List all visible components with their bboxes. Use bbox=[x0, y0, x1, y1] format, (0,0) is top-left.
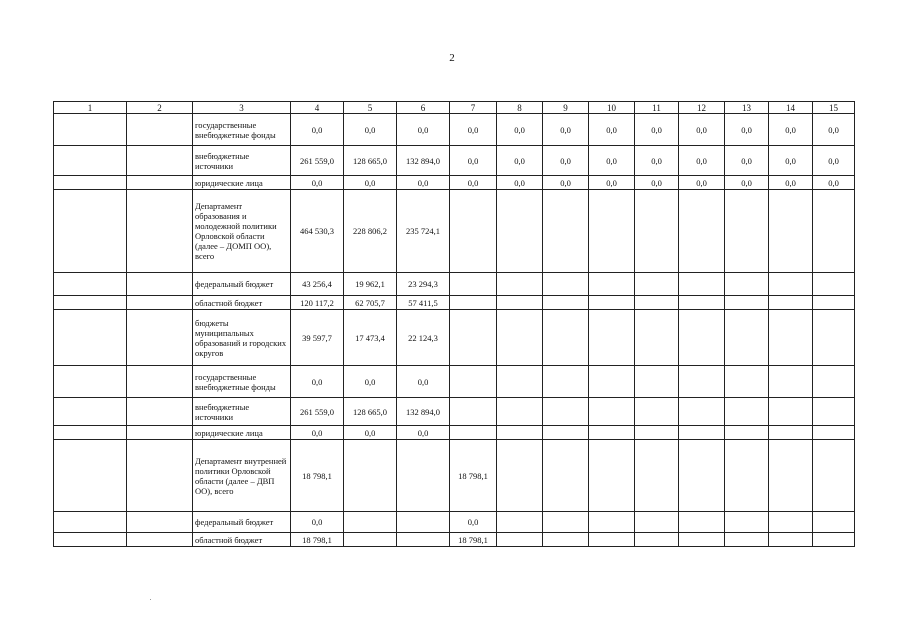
value-cell-col9 bbox=[543, 296, 589, 310]
value-cell-col12 bbox=[679, 296, 725, 310]
value-cell-col14 bbox=[769, 426, 813, 440]
value-cell-col8 bbox=[497, 398, 543, 426]
value-cell-col14 bbox=[769, 366, 813, 398]
value-cell-col15: 0,0 bbox=[813, 176, 855, 190]
value-cell-col6: 0,0 bbox=[397, 114, 450, 146]
value-cell-col13: 0,0 bbox=[725, 146, 769, 176]
empty-cell-col2 bbox=[127, 190, 193, 273]
value-cell-col10 bbox=[589, 366, 635, 398]
value-cell-col7: 0,0 bbox=[450, 114, 497, 146]
table-row bbox=[54, 114, 855, 146]
value-cell-col5: 0,0 bbox=[344, 366, 397, 398]
value-cell-col14 bbox=[769, 273, 813, 296]
value-cell-col4: 261 559,0 bbox=[291, 146, 344, 176]
value-cell-col11: 0,0 bbox=[635, 176, 679, 190]
value-cell-col13 bbox=[725, 512, 769, 533]
value-cell-col7 bbox=[450, 398, 497, 426]
column-header-2: 2 bbox=[127, 102, 193, 114]
column-header-8: 8 bbox=[497, 102, 543, 114]
empty-cell-col2 bbox=[127, 366, 193, 398]
table-body bbox=[54, 102, 855, 547]
empty-cell-col1 bbox=[54, 296, 127, 310]
value-cell-col15 bbox=[813, 190, 855, 273]
value-cell-col5: 128 665,0 bbox=[344, 146, 397, 176]
value-cell-col6: 0,0 bbox=[397, 176, 450, 190]
value-cell-col8 bbox=[497, 533, 543, 547]
row-label: бюджеты муниципальных образований и городских округов bbox=[193, 310, 291, 366]
value-cell-col9 bbox=[543, 533, 589, 547]
value-cell-col5: 0,0 bbox=[344, 176, 397, 190]
value-cell-col8 bbox=[497, 366, 543, 398]
value-cell-col9 bbox=[543, 190, 589, 273]
column-header-15: 15 bbox=[813, 102, 855, 114]
column-header-7: 7 bbox=[450, 102, 497, 114]
empty-cell-col2 bbox=[127, 533, 193, 547]
value-cell-col6: 132 894,0 bbox=[397, 146, 450, 176]
table-row bbox=[54, 176, 855, 190]
empty-cell-col2 bbox=[127, 426, 193, 440]
value-cell-col13 bbox=[725, 398, 769, 426]
column-header-10: 10 bbox=[589, 102, 635, 114]
value-cell-col14: 0,0 bbox=[769, 114, 813, 146]
empty-cell-col1 bbox=[54, 114, 127, 146]
table-row bbox=[54, 440, 855, 512]
empty-cell-col2 bbox=[127, 398, 193, 426]
row-label: федеральный бюджет bbox=[193, 273, 291, 296]
value-cell-col7: 0,0 bbox=[450, 176, 497, 190]
value-cell-col13 bbox=[725, 310, 769, 366]
value-cell-col12 bbox=[679, 533, 725, 547]
value-cell-col15 bbox=[813, 533, 855, 547]
table-header-row bbox=[54, 102, 855, 114]
value-cell-col11 bbox=[635, 366, 679, 398]
row-label: юридические лица bbox=[193, 176, 291, 190]
value-cell-col6: 0,0 bbox=[397, 366, 450, 398]
column-header-13: 13 bbox=[725, 102, 769, 114]
column-header-9: 9 bbox=[543, 102, 589, 114]
value-cell-col9 bbox=[543, 512, 589, 533]
empty-cell-col2 bbox=[127, 296, 193, 310]
value-cell-col4: 39 597,7 bbox=[291, 310, 344, 366]
value-cell-col13 bbox=[725, 366, 769, 398]
value-cell-col5 bbox=[344, 512, 397, 533]
value-cell-col5: 0,0 bbox=[344, 426, 397, 440]
value-cell-col12 bbox=[679, 440, 725, 512]
value-cell-col14 bbox=[769, 440, 813, 512]
value-cell-col11 bbox=[635, 310, 679, 366]
value-cell-col8 bbox=[497, 426, 543, 440]
value-cell-col15 bbox=[813, 512, 855, 533]
value-cell-col7 bbox=[450, 296, 497, 310]
value-cell-col15: 0,0 bbox=[813, 146, 855, 176]
value-cell-col6 bbox=[397, 533, 450, 547]
value-cell-col13 bbox=[725, 426, 769, 440]
value-cell-col10 bbox=[589, 190, 635, 273]
row-label: Департамент образования и молодежной политики Орловской области (далее – ДОМП ОО), всего bbox=[193, 190, 291, 273]
value-cell-col10: 0,0 bbox=[589, 176, 635, 190]
value-cell-col11 bbox=[635, 440, 679, 512]
value-cell-col11 bbox=[635, 190, 679, 273]
value-cell-col8 bbox=[497, 296, 543, 310]
value-cell-col4: 464 530,3 bbox=[291, 190, 344, 273]
value-cell-col11 bbox=[635, 426, 679, 440]
value-cell-col15 bbox=[813, 296, 855, 310]
value-cell-col9 bbox=[543, 426, 589, 440]
value-cell-col6 bbox=[397, 440, 450, 512]
value-cell-col10 bbox=[589, 273, 635, 296]
value-cell-col10 bbox=[589, 512, 635, 533]
column-header-11: 11 bbox=[635, 102, 679, 114]
column-header-3: 3 bbox=[193, 102, 291, 114]
empty-cell-col2 bbox=[127, 176, 193, 190]
value-cell-col14 bbox=[769, 533, 813, 547]
value-cell-col11 bbox=[635, 398, 679, 426]
page-number: 2 bbox=[449, 52, 455, 64]
value-cell-col8 bbox=[497, 310, 543, 366]
value-cell-col11: 0,0 bbox=[635, 114, 679, 146]
column-header-14: 14 bbox=[769, 102, 813, 114]
value-cell-col7: 0,0 bbox=[450, 146, 497, 176]
value-cell-col5 bbox=[344, 533, 397, 547]
value-cell-col4: 18 798,1 bbox=[291, 440, 344, 512]
value-cell-col6 bbox=[397, 512, 450, 533]
value-cell-col7: 0,0 bbox=[450, 512, 497, 533]
value-cell-col5 bbox=[344, 440, 397, 512]
value-cell-col4: 0,0 bbox=[291, 366, 344, 398]
row-label: Департамент внутренней политики Орловской области (далее – ДВП ОО), всего bbox=[193, 440, 291, 512]
value-cell-col5: 228 806,2 bbox=[344, 190, 397, 273]
value-cell-col13 bbox=[725, 533, 769, 547]
value-cell-col13 bbox=[725, 190, 769, 273]
value-cell-col11 bbox=[635, 512, 679, 533]
value-cell-col8 bbox=[497, 273, 543, 296]
value-cell-col14 bbox=[769, 190, 813, 273]
value-cell-col12 bbox=[679, 190, 725, 273]
value-cell-col6: 57 411,5 bbox=[397, 296, 450, 310]
value-cell-col10: 0,0 bbox=[589, 114, 635, 146]
empty-cell-col1 bbox=[54, 398, 127, 426]
row-label: федеральный бюджет bbox=[193, 512, 291, 533]
value-cell-col15 bbox=[813, 398, 855, 426]
value-cell-col12 bbox=[679, 273, 725, 296]
empty-cell-col1 bbox=[54, 426, 127, 440]
value-cell-col4: 18 798,1 bbox=[291, 533, 344, 547]
row-label: внебюджетные источники bbox=[193, 146, 291, 176]
value-cell-col8: 0,0 bbox=[497, 176, 543, 190]
empty-cell-col1 bbox=[54, 176, 127, 190]
row-label: государственные внебюджетные фонды bbox=[193, 366, 291, 398]
value-cell-col9 bbox=[543, 398, 589, 426]
value-cell-col12 bbox=[679, 426, 725, 440]
value-cell-col8 bbox=[497, 440, 543, 512]
column-header-4: 4 bbox=[291, 102, 344, 114]
value-cell-col7 bbox=[450, 190, 497, 273]
value-cell-col5: 17 473,4 bbox=[344, 310, 397, 366]
row-label: областной бюджет bbox=[193, 533, 291, 547]
value-cell-col8 bbox=[497, 512, 543, 533]
table-row bbox=[54, 146, 855, 176]
value-cell-col6: 22 124,3 bbox=[397, 310, 450, 366]
empty-cell-col2 bbox=[127, 114, 193, 146]
value-cell-col10: 0,0 bbox=[589, 146, 635, 176]
row-label: юридические лица bbox=[193, 426, 291, 440]
empty-cell-col1 bbox=[54, 146, 127, 176]
value-cell-col9 bbox=[543, 310, 589, 366]
value-cell-col11 bbox=[635, 273, 679, 296]
value-cell-col9 bbox=[543, 440, 589, 512]
value-cell-col15 bbox=[813, 366, 855, 398]
empty-cell-col1 bbox=[54, 273, 127, 296]
value-cell-col14 bbox=[769, 512, 813, 533]
value-cell-col10 bbox=[589, 296, 635, 310]
row-label: государственные внебюджетные фонды bbox=[193, 114, 291, 146]
row-label: внебюджетные источники bbox=[193, 398, 291, 426]
table-row bbox=[54, 310, 855, 366]
empty-cell-col2 bbox=[127, 310, 193, 366]
empty-cell-col2 bbox=[127, 146, 193, 176]
value-cell-col6: 235 724,1 bbox=[397, 190, 450, 273]
table-row bbox=[54, 273, 855, 296]
value-cell-col15 bbox=[813, 273, 855, 296]
value-cell-col10 bbox=[589, 426, 635, 440]
table-row bbox=[54, 512, 855, 533]
empty-cell-col1 bbox=[54, 190, 127, 273]
value-cell-col13: 0,0 bbox=[725, 114, 769, 146]
value-cell-col7: 18 798,1 bbox=[450, 533, 497, 547]
value-cell-col13 bbox=[725, 296, 769, 310]
empty-cell-col1 bbox=[54, 533, 127, 547]
table-row bbox=[54, 426, 855, 440]
value-cell-col5: 62 705,7 bbox=[344, 296, 397, 310]
value-cell-col15: 0,0 bbox=[813, 114, 855, 146]
value-cell-col10 bbox=[589, 533, 635, 547]
empty-cell-col2 bbox=[127, 273, 193, 296]
value-cell-col15 bbox=[813, 440, 855, 512]
table-row bbox=[54, 296, 855, 310]
value-cell-col9: 0,0 bbox=[543, 146, 589, 176]
value-cell-col6: 132 894,0 bbox=[397, 398, 450, 426]
value-cell-col9 bbox=[543, 366, 589, 398]
value-cell-col4: 120 117,2 bbox=[291, 296, 344, 310]
table-row bbox=[54, 366, 855, 398]
value-cell-col8: 0,0 bbox=[497, 146, 543, 176]
value-cell-col10 bbox=[589, 440, 635, 512]
empty-cell-col2 bbox=[127, 440, 193, 512]
value-cell-col12: 0,0 bbox=[679, 114, 725, 146]
value-cell-col9: 0,0 bbox=[543, 114, 589, 146]
value-cell-col13: 0,0 bbox=[725, 176, 769, 190]
value-cell-col13 bbox=[725, 273, 769, 296]
empty-cell-col1 bbox=[54, 310, 127, 366]
value-cell-col11 bbox=[635, 533, 679, 547]
empty-cell-col1 bbox=[54, 512, 127, 533]
value-cell-col4: 0,0 bbox=[291, 114, 344, 146]
value-cell-col15 bbox=[813, 310, 855, 366]
budget-table bbox=[53, 101, 855, 547]
value-cell-col12: 0,0 bbox=[679, 146, 725, 176]
value-cell-col7 bbox=[450, 273, 497, 296]
value-cell-col10 bbox=[589, 310, 635, 366]
value-cell-col9 bbox=[543, 273, 589, 296]
value-cell-col7: 18 798,1 bbox=[450, 440, 497, 512]
value-cell-col7 bbox=[450, 366, 497, 398]
value-cell-col14 bbox=[769, 398, 813, 426]
value-cell-col14 bbox=[769, 296, 813, 310]
value-cell-col12 bbox=[679, 310, 725, 366]
empty-cell-col1 bbox=[54, 440, 127, 512]
column-header-12: 12 bbox=[679, 102, 725, 114]
row-label: областной бюджет bbox=[193, 296, 291, 310]
value-cell-col14: 0,0 bbox=[769, 176, 813, 190]
table-row bbox=[54, 398, 855, 426]
table-row bbox=[54, 190, 855, 273]
value-cell-col11: 0,0 bbox=[635, 146, 679, 176]
value-cell-col12 bbox=[679, 512, 725, 533]
value-cell-col12 bbox=[679, 366, 725, 398]
value-cell-col7 bbox=[450, 426, 497, 440]
value-cell-col4: 0,0 bbox=[291, 512, 344, 533]
column-header-6: 6 bbox=[397, 102, 450, 114]
value-cell-col13 bbox=[725, 440, 769, 512]
value-cell-col12: 0,0 bbox=[679, 176, 725, 190]
scan-speck bbox=[150, 599, 151, 600]
value-cell-col15 bbox=[813, 426, 855, 440]
value-cell-col4: 261 559,0 bbox=[291, 398, 344, 426]
value-cell-col7 bbox=[450, 310, 497, 366]
table-row bbox=[54, 533, 855, 547]
value-cell-col4: 43 256,4 bbox=[291, 273, 344, 296]
value-cell-col9: 0,0 bbox=[543, 176, 589, 190]
value-cell-col5: 128 665,0 bbox=[344, 398, 397, 426]
value-cell-col11 bbox=[635, 296, 679, 310]
value-cell-col14: 0,0 bbox=[769, 146, 813, 176]
column-header-1: 1 bbox=[54, 102, 127, 114]
value-cell-col5: 0,0 bbox=[344, 114, 397, 146]
empty-cell-col1 bbox=[54, 366, 127, 398]
value-cell-col6: 0,0 bbox=[397, 426, 450, 440]
value-cell-col6: 23 294,3 bbox=[397, 273, 450, 296]
value-cell-col4: 0,0 bbox=[291, 176, 344, 190]
value-cell-col8 bbox=[497, 190, 543, 273]
column-header-5: 5 bbox=[344, 102, 397, 114]
value-cell-col8: 0,0 bbox=[497, 114, 543, 146]
empty-cell-col2 bbox=[127, 512, 193, 533]
value-cell-col4: 0,0 bbox=[291, 426, 344, 440]
value-cell-col5: 19 962,1 bbox=[344, 273, 397, 296]
value-cell-col14 bbox=[769, 310, 813, 366]
value-cell-col10 bbox=[589, 398, 635, 426]
value-cell-col12 bbox=[679, 398, 725, 426]
